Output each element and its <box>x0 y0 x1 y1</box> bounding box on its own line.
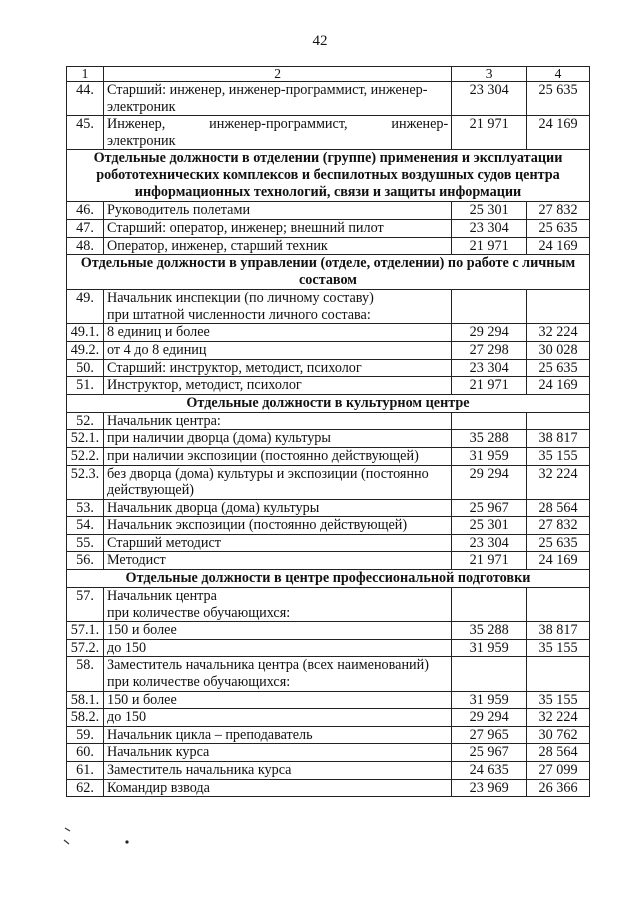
position-name-line-1: Начальник дворца (дома) культуры <box>106 499 320 516</box>
salary-col-4: 25 635 <box>527 219 590 237</box>
position-name <box>103 237 451 255</box>
position-name <box>103 412 451 430</box>
position-name-line-1: Начальник центра <box>106 588 217 605</box>
position-name <box>103 622 451 640</box>
row-number: 55. <box>67 534 104 552</box>
section-title: Отдельные должности в управлении (отделе, отделении) по работе с личным составом <box>67 255 590 290</box>
salary-col-4: 28 564 <box>527 499 590 517</box>
position-name-line-1: Инструктор, методист, психолог <box>106 377 302 394</box>
row-number: 62. <box>67 779 104 797</box>
salary-col-4: 27 832 <box>527 517 590 535</box>
salary-col-4: 25 635 <box>527 82 590 116</box>
salary-col-3 <box>452 290 527 324</box>
row-number: 61. <box>67 762 104 780</box>
row-number: 52.1. <box>67 430 104 448</box>
position-name-line-1: Старший: инструктор, методист, психолог <box>106 359 362 376</box>
position-name <box>103 359 451 377</box>
row-number: 57.2. <box>67 639 104 657</box>
table-row <box>67 237 590 255</box>
position-name-line-2: при количестве обучающихся: <box>106 674 291 691</box>
position-name-line-1: при наличии экспозиции (постоянно действующей) <box>106 447 419 464</box>
position-name <box>103 377 451 395</box>
position-name <box>103 691 451 709</box>
row-number: 52.2. <box>67 447 104 465</box>
table-row <box>67 534 590 552</box>
table-row <box>67 639 590 657</box>
position-name <box>103 517 451 535</box>
position-name <box>103 447 451 465</box>
salary-col-3: 29 294 <box>452 465 527 499</box>
position-name-line-1: Инженер, инженер-программист, инженер- <box>106 116 449 133</box>
table-row <box>67 709 590 727</box>
position-name <box>103 534 451 552</box>
salary-col-3: 35 288 <box>452 622 527 640</box>
salary-col-3: 31 959 <box>452 691 527 709</box>
salary-col-3: 21 971 <box>452 116 527 150</box>
table-row <box>67 412 590 430</box>
table-row <box>67 324 590 342</box>
salary-col-3: 25 301 <box>452 517 527 535</box>
salary-col-4: 38 817 <box>527 622 590 640</box>
position-name-line-2: действующей) <box>106 482 195 499</box>
salary-col-4: 24 169 <box>527 377 590 395</box>
row-number: 50. <box>67 359 104 377</box>
position-name-line-2: электроник <box>106 98 176 115</box>
position-name <box>103 202 451 220</box>
position-name-line-2: электроник <box>106 132 176 149</box>
salary-col-4: 35 155 <box>527 447 590 465</box>
row-number: 46. <box>67 202 104 220</box>
row-number: 59. <box>67 726 104 744</box>
section-header-row <box>67 394 590 412</box>
salary-col-4 <box>527 588 590 622</box>
position-name-line-1: Начальник экспозиции (постоянно действующей) <box>106 517 408 534</box>
position-name <box>103 762 451 780</box>
salary-col-4: 38 817 <box>527 430 590 448</box>
table-row <box>67 447 590 465</box>
position-name-line-1: до 150 <box>106 709 147 726</box>
position-name <box>103 499 451 517</box>
salary-col-3: 23 304 <box>452 534 527 552</box>
salary-col-4: 35 155 <box>527 639 590 657</box>
salary-col-4 <box>527 290 590 324</box>
table-row <box>67 588 590 622</box>
table-row <box>67 622 590 640</box>
position-name-line-1: Начальник цикла – преподаватель <box>106 726 313 743</box>
position-name-line-1: при наличии дворца (дома) культуры <box>106 430 331 447</box>
position-name-line-1: 150 и более <box>106 691 177 708</box>
position-name <box>103 639 451 657</box>
salary-col-3: 27 965 <box>452 726 527 744</box>
row-number: 51. <box>67 377 104 395</box>
table-row <box>67 219 590 237</box>
table-row <box>67 762 590 780</box>
section-header-row <box>67 255 590 290</box>
position-name-line-1: Начальник курса <box>106 744 210 761</box>
salary-col-3: 23 304 <box>452 359 527 377</box>
row-number: 44. <box>67 82 104 116</box>
salary-col-4: 32 224 <box>527 324 590 342</box>
table-row <box>67 202 590 220</box>
salary-col-4: 24 169 <box>527 116 590 150</box>
salary-col-3: 23 304 <box>452 82 527 116</box>
table-row <box>67 726 590 744</box>
salary-col-3: 21 971 <box>452 237 527 255</box>
table-row <box>67 82 590 116</box>
row-number: 47. <box>67 219 104 237</box>
table-row <box>67 552 590 570</box>
row-number: 48. <box>67 237 104 255</box>
row-number: 52.3. <box>67 465 104 499</box>
position-name <box>103 726 451 744</box>
header-col-1: 1 <box>67 67 104 82</box>
position-name <box>103 744 451 762</box>
salary-col-3: 31 959 <box>452 639 527 657</box>
position-name-line-1: 8 единиц и более <box>106 324 210 341</box>
position-name-line-1: без дворца (дома) культуры и экспозиции (постоянно <box>106 465 429 482</box>
table-row <box>67 744 590 762</box>
salary-col-3: 29 294 <box>452 709 527 727</box>
row-number: 53. <box>67 499 104 517</box>
row-number: 52. <box>67 412 104 430</box>
salary-col-3 <box>452 412 527 430</box>
table-row <box>67 779 590 797</box>
position-name-line-1: Руководитель полетами <box>106 202 251 219</box>
position-name <box>103 779 451 797</box>
position-name <box>103 290 451 324</box>
salary-col-4 <box>527 412 590 430</box>
salary-col-4: 25 635 <box>527 534 590 552</box>
row-number: 45. <box>67 116 104 150</box>
salary-col-3: 25 967 <box>452 499 527 517</box>
position-name <box>103 552 451 570</box>
section-title: Отдельные должности в центре профессиональной подготовки <box>67 570 590 588</box>
position-name-line-1: до 150 <box>106 639 147 656</box>
row-number: 58. <box>67 657 104 691</box>
scan-marks <box>60 825 140 855</box>
header-col-3: 3 <box>452 67 527 82</box>
position-name-line-1: Старший: оператор, инженер; внешний пилот <box>106 219 384 236</box>
table-row <box>67 359 590 377</box>
table-row <box>67 290 590 324</box>
position-name <box>103 430 451 448</box>
row-number: 60. <box>67 744 104 762</box>
table-row <box>67 377 590 395</box>
salary-col-4: 27 099 <box>527 762 590 780</box>
header-col-4: 4 <box>527 67 590 82</box>
row-number: 49.1. <box>67 324 104 342</box>
row-number: 58.2. <box>67 709 104 727</box>
salary-col-4: 30 028 <box>527 341 590 359</box>
position-name-line-1: 150 и более <box>106 622 177 639</box>
table-row <box>67 341 590 359</box>
salary-table <box>66 66 590 797</box>
table-row <box>67 517 590 535</box>
salary-col-3: 31 959 <box>452 447 527 465</box>
row-number: 57.1. <box>67 622 104 640</box>
row-number: 57. <box>67 588 104 622</box>
table-row <box>67 499 590 517</box>
position-name-line-1: Заместитель начальника курса <box>106 762 292 778</box>
position-name-line-1: Старший: инженер, инженер-программист, инженер- <box>106 82 428 98</box>
salary-col-4: 27 832 <box>527 202 590 220</box>
row-number: 56. <box>67 552 104 570</box>
section-title: Отдельные должности в культурном центре <box>67 394 590 412</box>
salary-col-3 <box>452 657 527 691</box>
table-row <box>67 657 590 691</box>
salary-col-4: 26 366 <box>527 779 590 797</box>
salary-col-3: 27 298 <box>452 341 527 359</box>
position-name <box>103 82 451 116</box>
position-name <box>103 465 451 499</box>
position-name-line-2: при штатной численности личного состава: <box>106 306 371 323</box>
position-name-line-1: Командир взвода <box>106 779 210 796</box>
salary-col-4: 24 169 <box>527 237 590 255</box>
position-name <box>103 709 451 727</box>
page-number: 42 <box>312 33 328 49</box>
salary-col-3: 35 288 <box>452 430 527 448</box>
position-name-line-1: Методист <box>106 552 166 569</box>
section-header-row <box>67 150 590 202</box>
salary-col-4: 30 762 <box>527 726 590 744</box>
position-name <box>103 324 451 342</box>
table-row <box>67 116 590 150</box>
row-number: 58.1. <box>67 691 104 709</box>
position-name-line-1: Оператор, инженер, старший техник <box>106 237 328 254</box>
salary-col-3: 21 971 <box>452 377 527 395</box>
salary-col-3 <box>452 588 527 622</box>
salary-col-4: 28 564 <box>527 744 590 762</box>
position-name <box>103 657 451 691</box>
position-name-line-1: Старший методист <box>106 534 221 551</box>
table-row <box>67 465 590 499</box>
salary-col-4: 24 169 <box>527 552 590 570</box>
position-name <box>103 219 451 237</box>
position-name <box>103 116 451 150</box>
salary-col-3: 25 301 <box>452 202 527 220</box>
position-name-line-1: Начальник инспекции (по личному составу) <box>106 290 374 307</box>
row-number: 49.2. <box>67 341 104 359</box>
salary-col-4 <box>527 657 590 691</box>
table-row <box>67 691 590 709</box>
position-name-line-1: от 4 до 8 единиц <box>106 341 207 358</box>
position-name-line-1: Заместитель начальника центра (всех наименований) <box>106 657 429 674</box>
salary-col-3: 23 304 <box>452 219 527 237</box>
salary-col-3: 21 971 <box>452 552 527 570</box>
salary-col-3: 29 294 <box>452 324 527 342</box>
row-number: 54. <box>67 517 104 535</box>
section-title: Отдельные должности в отделении (группе) применения и эксплуатации робототехнических комплексов и беспилотных воздушных судов центра информационных технологий, связи и защиты информации <box>67 150 590 202</box>
position-name <box>103 588 451 622</box>
salary-col-3: 23 969 <box>452 779 527 797</box>
position-name-line-1: Начальник центра: <box>106 412 221 429</box>
position-name-line-2: при количестве обучающихся: <box>106 604 291 621</box>
section-header-row <box>67 570 590 588</box>
salary-col-4: 32 224 <box>527 465 590 499</box>
salary-col-3: 24 635 <box>452 762 527 780</box>
header-col-2: 2 <box>103 67 451 82</box>
table-header-row <box>67 67 590 82</box>
salary-col-4: 25 635 <box>527 359 590 377</box>
position-name <box>103 341 451 359</box>
table-row <box>67 430 590 448</box>
salary-col-4: 35 155 <box>527 691 590 709</box>
row-number: 49. <box>67 290 104 324</box>
salary-col-3: 25 967 <box>452 744 527 762</box>
salary-col-4: 32 224 <box>527 709 590 727</box>
